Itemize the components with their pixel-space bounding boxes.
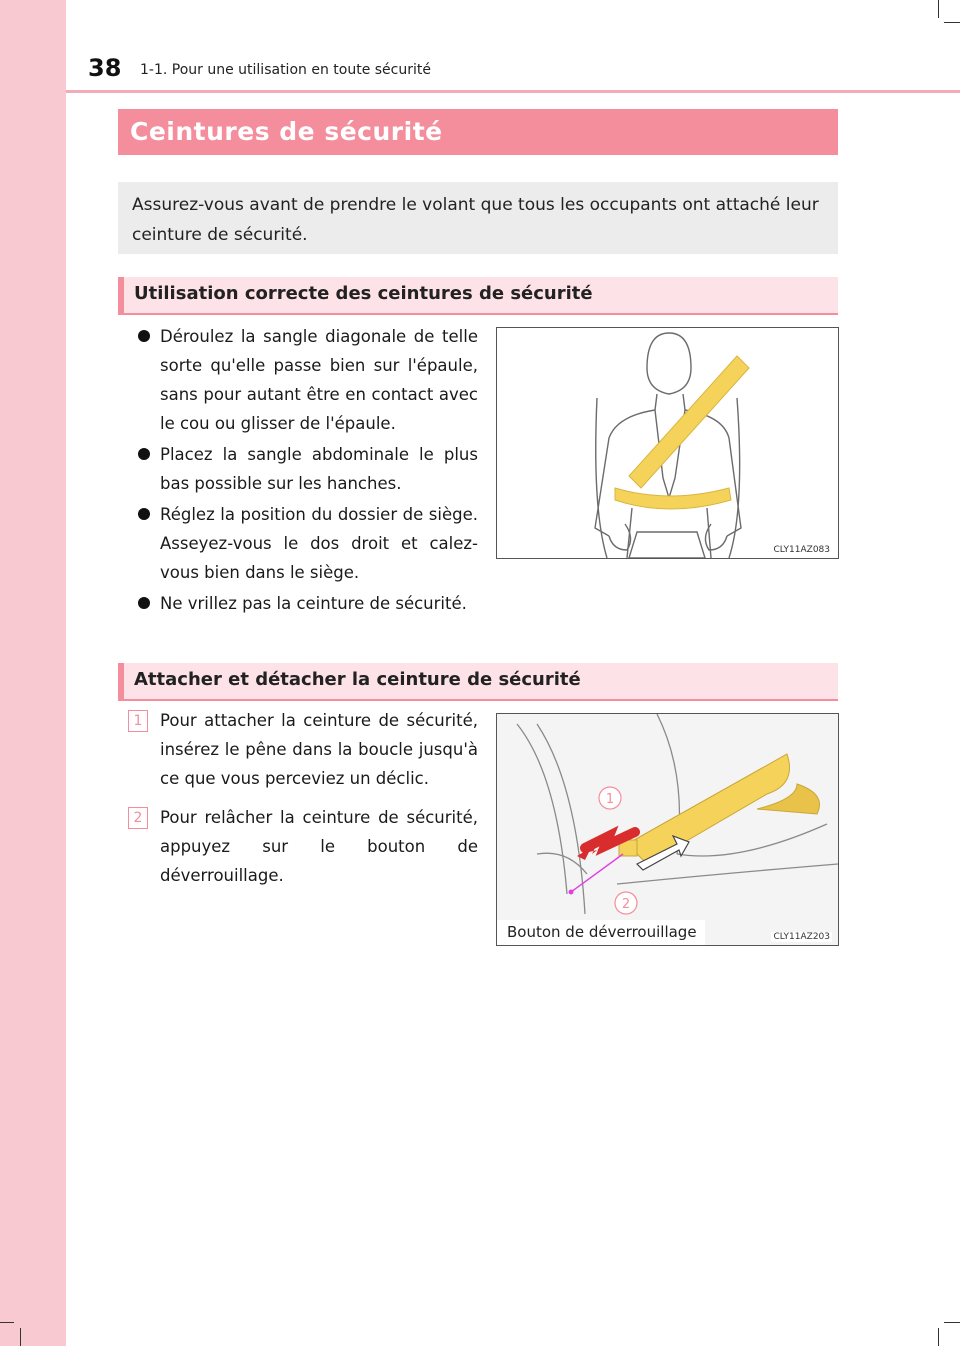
crop-mark: [944, 1322, 960, 1323]
section-heading-text: Utilisation correcte des ceintures de sécurité: [134, 283, 593, 304]
buckle-figure: [496, 713, 839, 946]
seatbelt-position-figure: [496, 327, 839, 559]
marker-2: 2: [621, 897, 631, 912]
section-heading-usage: [118, 277, 838, 315]
section-heading-fasten: [118, 663, 838, 701]
header-rule: [66, 90, 960, 93]
intro-box: [118, 182, 838, 254]
crop-mark: [944, 22, 960, 23]
list-item: [132, 500, 478, 587]
page-title: Ceintures de sécurité: [130, 117, 443, 146]
step-text: Pour attacher la ceinture de sécurité, insérez le pêne dans la boucle jusqu'à ce que vous perceviez un déclic.: [160, 711, 478, 788]
release-button-callout: Bouton de déverrouillage: [497, 920, 705, 945]
step-number-badge: 1: [128, 710, 148, 732]
list-item: [132, 322, 478, 438]
crop-mark: [938, 0, 939, 18]
bullet-icon: [138, 330, 150, 342]
intro-text: Assurez-vous avant de prendre le volant que tous les occupants ont attaché leur ceinture de sécurité.: [132, 195, 819, 245]
figure-code: CLY11AZ083: [773, 545, 830, 555]
page-title-bar: [118, 109, 838, 155]
step-number-badge: 2: [128, 807, 148, 829]
bullet-text: Réglez la position du dossier de siège. Asseyez-vous le dos droit et calez-vous bien dans le siège.: [160, 505, 478, 582]
bullet-text: Placez la sangle abdominale le plus bas possible sur les hanches.: [160, 445, 478, 493]
step-text: Pour relâcher la ceinture de sécurité, appuyez sur le bouton de déverrouillage.: [160, 808, 478, 885]
list-item: [132, 440, 478, 498]
list-item: [132, 589, 478, 618]
usage-bullet-list: [132, 322, 478, 620]
section-heading-text: Attacher et détacher la ceinture de sécurité: [134, 669, 581, 690]
crop-mark: [20, 1328, 21, 1346]
bullet-text: Ne vrillez pas la ceinture de sécurité.: [160, 594, 467, 613]
seated-occupant-illustration: [497, 328, 838, 558]
bullet-icon: [138, 597, 150, 609]
buckle-illustration: [497, 714, 838, 945]
page-number: 38: [88, 54, 122, 82]
figure-code: CLY11AZ203: [773, 932, 830, 942]
list-item: [128, 803, 478, 890]
crop-mark: [938, 1328, 939, 1346]
bullet-icon: [138, 508, 150, 520]
side-band: [0, 0, 66, 1346]
list-item: [128, 706, 478, 793]
marker-1: 1: [605, 792, 615, 807]
bullet-text: Déroulez la sangle diagonale de telle sorte qu'elle passe bien sur l'épaule, sans pour autant être en contact avec le cou ou glisser de l'épaule.: [160, 327, 478, 433]
bullet-icon: [138, 448, 150, 460]
chapter-title: 1-1. Pour une utilisation en toute sécurité: [140, 62, 431, 78]
fasten-steps: [128, 706, 478, 900]
crop-mark: [0, 1322, 14, 1323]
